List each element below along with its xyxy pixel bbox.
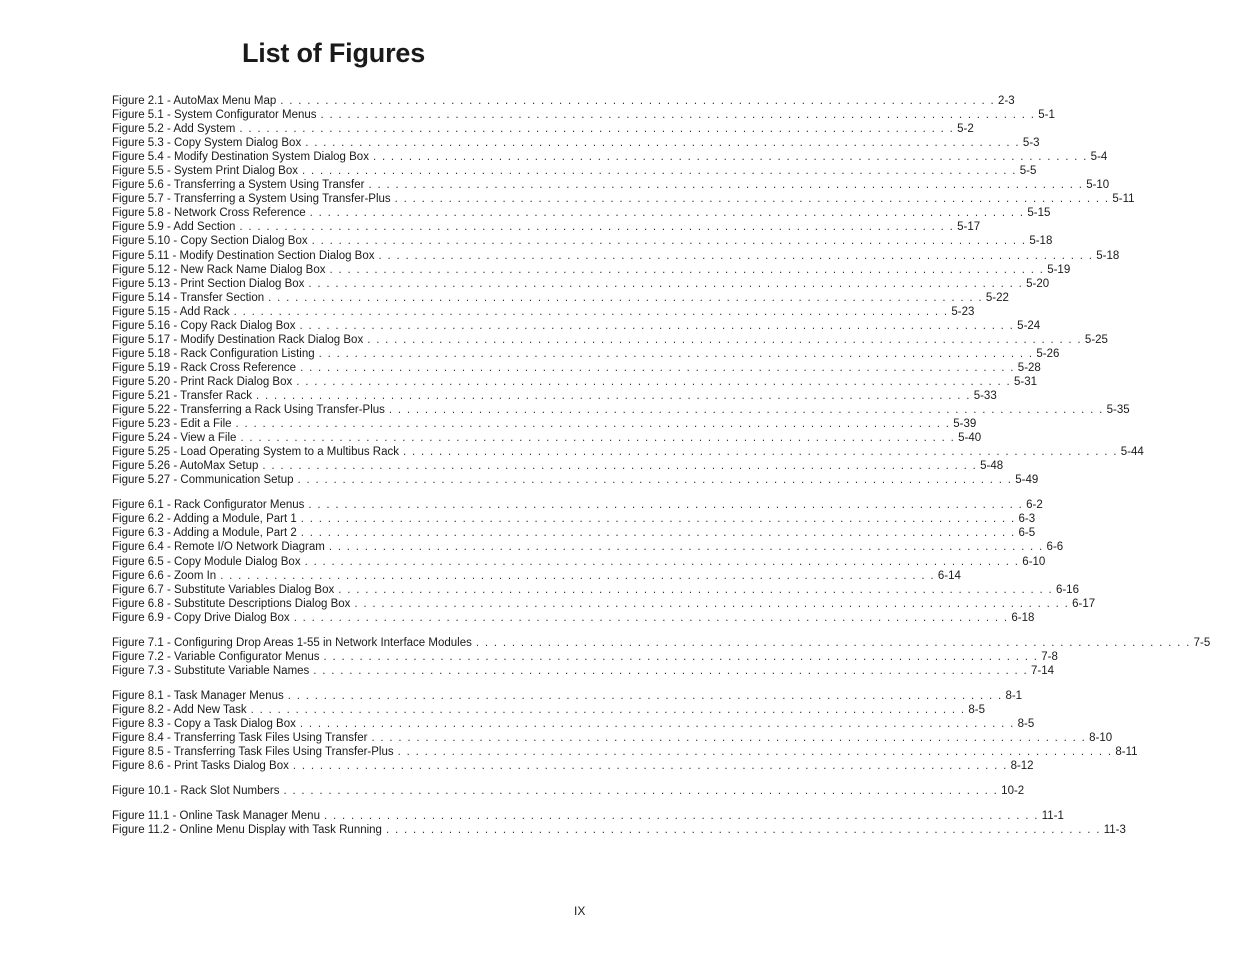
figure-label: Figure 8.3 - Copy a Task Dialog Box [112, 717, 296, 730]
figure-label: Figure 5.16 - Copy Rack Dialog Box [112, 319, 296, 332]
figure-page: 6-17 [1072, 597, 1096, 610]
figure-label: Figure 5.9 - Add Section [112, 221, 236, 234]
figure-entry [112, 277, 1050, 291]
figure-group [112, 94, 1144, 487]
figure-label: Figure 7.3 - Substitute Variable Names [112, 664, 310, 677]
figure-page: 2-3 [998, 95, 1015, 107]
dot-leader: . . . . . . . . . . . . . . . . . . . . . . . . . . . . . . . . . . . . . . . . . . . . . . . . . . . . . . . . . . . . . . . . . . . . . . . . . . . . . . . . [318, 347, 1034, 360]
dot-leader: . . . . . . . . . . . . . . . . . . . . . . . . . . . . . . . . . . . . . . . . . . . . . . . . . . . . . . . . . . . . . . . . . . . . . . . . . . . . . . . . [385, 824, 1101, 837]
figure-page: 5-18 [1096, 249, 1120, 262]
figure-entry [112, 498, 1043, 512]
figure-label: Figure 6.7 - Substitute Variables Dialog Box [112, 583, 335, 596]
figure-entry [112, 94, 1015, 108]
figure-page: 5-23 [951, 305, 975, 318]
figure-label: Figure 7.2 - Variable Configurator Menus [112, 650, 320, 663]
figure-entry [112, 540, 1064, 554]
figure-label: Figure 8.4 - Transferring Task Files Using Transfer [112, 732, 368, 745]
figure-entry [112, 583, 1079, 597]
dot-leader: . . . . . . . . . . . . . . . . . . . . . . . . . . . . . . . . . . . . . . . . . . . . . . . . . . . . . . . . . . . . . . . . . . . . . . . . . . . . . . . . [292, 760, 1008, 773]
dot-leader: . . . . . . . . . . . . . . . . . . . . . . . . . . . . . . . . . . . . . . . . . . . . . . . . . . . . . . . . . . . . . . . . . . . . . . . . . . . . . . . . [311, 235, 1027, 248]
figure-page: 5-26 [1036, 347, 1060, 360]
figure-entry [112, 555, 1046, 569]
dot-leader: . . . . . . . . . . . . . . . . . . . . . . . . . . . . . . . . . . . . . . . . . . . . . . . . . . . . . . . . . . . . . . . . . . . . . . . . . . . . . . . . [299, 319, 1015, 332]
figure-page: 7-5 [1193, 636, 1211, 649]
figure-page: 5-28 [1017, 361, 1041, 374]
figure-page: 8-11 [1115, 746, 1138, 759]
figure-label: Figure 5.15 - Add Rack [112, 305, 230, 318]
figure-entry [112, 731, 1113, 745]
dot-leader: . . . . . . . . . . . . . . . . . . . . . . . . . . . . . . . . . . . . . . . . . . . . . . . . . . . . . . . . . . . . . . . . . . . . . . . . . . . . . . . . [403, 446, 1118, 459]
dot-leader: . . . . . . . . . . . . . . . . . . . . . . . . . . . . . . . . . . . . . . . . . . . . . . . . . . . . . . . . . . . . . . . . . . . . . . . . . . . . . . . . [308, 499, 1024, 512]
figure-entry [112, 361, 1041, 375]
figure-label: Figure 5.18 - Rack Configuration Listing [112, 347, 315, 360]
dot-leader: . . . . . . . . . . . . . . . . . . . . . . . . . . . . . . . . . . . . . . . . . . . . . . . . . . . . . . . . . . . . . . . . . . . . . . . . . . . . . . . . [300, 513, 1016, 526]
figure-entry [112, 136, 1040, 150]
dot-leader: . . . . . . . . . . . . . . . . . . . . . . . . . . . . . . . . . . . . . . . . . . . . . . . . . . . . . . . . . . . . . . . . . . . . . . . . . . . . . . . . [323, 810, 1039, 823]
figure-entry [112, 650, 1058, 664]
figure-entry [112, 431, 982, 445]
figure-entry [112, 526, 1036, 540]
dot-leader: . . . . . . . . . . . . . . . . . . . . . . . . . . . . . . . . . . . . . . . . . . . . . . . . . . . . . . . . . . . . . . . . . . . . . . . . . . . . . . . . [371, 732, 1087, 745]
figure-group [112, 689, 1138, 773]
figure-page: 6-14 [937, 569, 961, 582]
figure-page: 5-20 [1026, 277, 1050, 290]
figure-page: 11-1 [1041, 810, 1064, 823]
figure-page: 5-4 [1090, 151, 1108, 164]
figure-entry [112, 122, 974, 136]
figure-entry [112, 291, 1009, 305]
figure-group [112, 498, 1096, 624]
figure-entry [112, 664, 1055, 678]
figure-page: 5-19 [1047, 263, 1071, 276]
figure-page: 5-15 [1027, 207, 1051, 220]
figure-label: Figure 2.1 - AutoMax Menu Map [112, 95, 277, 107]
figure-label: Figure 8.5 - Transferring Task Files Using Transfer-Plus [112, 746, 394, 759]
dot-leader: . . . . . . . . . . . . . . . . . . . . . . . . . . . . . . . . . . . . . . . . . . . . . . . . . . . . . . . . . . . . . . . . . . . . . . . . . . . . . . . . [378, 249, 1094, 262]
figure-label: Figure 5.19 - Rack Cross Reference [112, 361, 297, 374]
dot-leader: . . . . . . . . . . . . . . . . . . . . . . . . . . . . . . . . . . . . . . . . . . . . . . . . . . . . . . . . . . . . . . . . . . . . . . . . . . . . . . . . [297, 474, 1013, 487]
dot-leader: . . . . . . . . . . . . . . . . . . . . . . . . . . . . . . . . . . . . . . . . . . . . . . . . . . . . . . . . . . . . . . . . . . . . . . . . . . . . . . . . [329, 263, 1045, 276]
figure-page: 5-33 [973, 389, 997, 402]
dot-leader: . . . . . . . . . . . . . . . . . . . . . . . . . . . . . . . . . . . . . . . . . . . . . . . . . . . . . . . . . . . . . . . . . . . . . . . . . . . . . . . . [328, 541, 1044, 554]
dot-leader: . . . . . . . . . . . . . . . . . . . . . . . . . . . . . . . . . . . . . . . . . . . . . . . . . . . . . . . . . . . . . . . . . . . . . . . . . . . . . . . . [235, 418, 951, 431]
figure-label: Figure 8.2 - Add New Task [112, 703, 247, 716]
dot-leader: . . . . . . . . . . . . . . . . . . . . . . . . . . . . . . . . . . . . . . . . . . . . . . . . . . . . . . . . . . . . . . . . . . . . . . . . . . . . . . . . [233, 305, 949, 318]
figure-label: Figure 5.23 - Edit a File [112, 418, 232, 431]
dot-leader: . . . . . . . . . . . . . . . . . . . . . . . . . . . . . . . . . . . . . . . . . . . . . . . . . . . . . . . . . . . . . . . . . . . . . . . . . . . . . . . . [255, 389, 971, 402]
dot-leader: . . . . . . . . . . . . . . . . . . . . . . . . . . . . . . . . . . . . . . . . . . . . . . . . . . . . . . . . . . . . . . . . . . . . . . . . . . . . . . . . [368, 179, 1084, 192]
figure-label: Figure 11.2 - Online Menu Display with Task Running [112, 824, 382, 837]
figure-entry [112, 823, 1126, 837]
figure-label: Figure 6.3 - Adding a Module, Part 2 [112, 527, 297, 540]
dot-leader: . . . . . . . . . . . . . . . . . . . . . . . . . . . . . . . . . . . . . . . . . . . . . . . . . . . . . . . . . . . . . . . . . . . . . . . . . . . . . . . . [220, 569, 935, 582]
dot-leader: . . . . . . . . . . . . . . . . . . . . . . . . . . . . . . . . . . . . . . . . . . . . . . . . . . . . . . . . . . . . . . . . . . . . . . . . . . . . . . . . [293, 611, 1009, 624]
dot-leader: . . . . . . . . . . . . . . . . . . . . . . . . . . . . . . . . . . . . . . . . . . . . . . . . . . . . . . . . . . . . . . . . . . . . . . . . . . . . . . . . [262, 460, 978, 473]
figure-entry [112, 569, 961, 583]
dot-leader: . . . . . . . . . . . . . . . . . . . . . . . . . . . . . . . . . . . . . . . . . . . . . . . . . . . . . . . . . . . . . . . . . . . . . . . . . . . . . . . . [338, 583, 1053, 596]
dot-leader: . . . . . . . . . . . . . . . . . . . . . . . . . . . . . . . . . . . . . . . . . . . . . . . . . . . . . . . . . . . . . . . . . . . . . . . . . . . . . . . . [309, 207, 1025, 220]
figure-label: Figure 5.22 - Transferring a Rack Using Transfer-Plus [112, 404, 385, 417]
figure-entry [112, 319, 1041, 333]
figure-entry [112, 459, 1004, 473]
figure-page: 7-14 [1031, 664, 1055, 677]
figure-entry [112, 597, 1096, 611]
figure-label: Figure 6.9 - Copy Drive Dialog Box [112, 611, 290, 624]
figure-page: 6-3 [1018, 513, 1036, 526]
figure-label: Figure 5.7 - Transferring a System Using Transfer-Plus [112, 193, 391, 206]
figure-label: Figure 6.4 - Remote I/O Network Diagram [112, 541, 325, 554]
figure-label: Figure 5.27 - Communication Setup [112, 474, 294, 487]
figure-entry [112, 347, 1060, 361]
figure-entry [112, 445, 1144, 459]
figure-label: Figure 5.11 - Modify Destination Section Dialog Box [112, 249, 375, 262]
dot-leader: . . . . . . . . . . . . . . . . . . . . . . . . . . . . . . . . . . . . . . . . . . . . . . . . . . . . . . . . . . . . . . . . . . . . . . . . . . . . . . . . [240, 432, 956, 445]
figure-label: Figure 5.8 - Network Cross Reference [112, 207, 306, 220]
dot-leader: . . . . . . . . . . . . . . . . . . . . . . . . . . . . . . . . . . . . . . . . . . . . . . . . . . . . . . . . . . . . . . . . . . . . . . . . . . . . . . . . [302, 165, 1017, 178]
figure-entry [112, 108, 1055, 122]
figure-label: Figure 5.5 - System Print Dialog Box [112, 165, 298, 178]
figure-entry [112, 611, 1035, 625]
dot-leader: . . . . . . . . . . . . . . . . . . . . . . . . . . . . . . . . . . . . . . . . . . . . . . . . . . . . . . . . . . . . . . . . . . . . . . . . . . . . . . . . [354, 597, 1070, 610]
dot-leader: . . . . . . . . . . . . . . . . . . . . . . . . . . . . . . . . . . . . . . . . . . . . . . . . . . . . . . . . . . . . . . . . . . . . . . . . . . . . . . . . [313, 664, 1029, 677]
figure-label: Figure 5.25 - Load Operating System to a Multibus Rack [112, 446, 400, 459]
figure-label: Figure 10.1 - Rack Slot Numbers [112, 785, 280, 798]
dot-leader: . . . . . . . . . . . . . . . . . . . . . . . . . . . . . . . . . . . . . . . . . . . . . . . . . . . . . . . . . . . . . . . . . . . . . . . . . . . . . . . . [300, 361, 1015, 374]
figure-entry [112, 333, 1108, 347]
figure-entry [112, 164, 1037, 178]
figure-page: 10-2 [1001, 785, 1025, 798]
page-number: IX [574, 904, 586, 918]
figure-label: Figure 5.21 - Transfer Rack [112, 389, 252, 402]
figure-label: Figure 5.24 - View a File [112, 432, 237, 445]
dot-leader: . . . . . . . . . . . . . . . . . . . . . . . . . . . . . . . . . . . . . . . . . . . . . . . . . . . . . . . . . . . . . . . . . . . . . . . . . . . . . . . . [250, 703, 966, 716]
figure-label: Figure 5.2 - Add System [112, 123, 236, 136]
figure-page: 5-49 [1015, 474, 1039, 487]
figure-entry [112, 703, 986, 717]
figure-entry [112, 636, 1211, 650]
figure-entry [112, 234, 1053, 248]
figure-label: Figure 7.1 - Configuring Drop Areas 1-55 in Network Interface Modules [112, 636, 472, 649]
figure-label: Figure 5.26 - AutoMax Setup [112, 460, 259, 473]
figure-page: 6-5 [1018, 527, 1036, 540]
figure-group [112, 636, 1211, 678]
figure-entry [112, 809, 1064, 823]
figure-label: Figure 5.13 - Print Section Dialog Box [112, 277, 305, 290]
dot-leader: . . . . . . . . . . . . . . . . . . . . . . . . . . . . . . . . . . . . . . . . . . . . . . . . . . . . . . . . . . . . . . . . . . . . . . . . . . . . . . . . [367, 333, 1082, 346]
figure-label: Figure 5.6 - Transferring a System Using Transfer [112, 179, 365, 192]
figure-page: 5-40 [958, 432, 982, 445]
dot-leader: . . . . . . . . . . . . . . . . . . . . . . . . . . . . . . . . . . . . . . . . . . . . . . . . . . . . . . . . . . . . . . . . . . . . . . . . . . . . . . . . [268, 291, 983, 304]
figure-label: Figure 5.14 - Transfer Section [112, 291, 265, 304]
figure-page: 5-17 [957, 221, 981, 234]
dot-leader: . . . . . . . . . . . . . . . . . . . . . . . . . . . . . . . . . . . . . . . . . . . . . . . . . . . . . . . . . . . . . . . . . . . . . . . . . . . . . . . . [287, 689, 1003, 702]
figure-entry [112, 375, 1037, 389]
figure-label: Figure 5.10 - Copy Section Dialog Box [112, 235, 308, 248]
figure-page: 5-3 [1022, 137, 1040, 150]
figure-page: 5-2 [957, 123, 974, 136]
figure-page: 5-18 [1029, 235, 1053, 248]
dot-leader: . . . . . . . . . . . . . . . . . . . . . . . . . . . . . . . . . . . . . . . . . . . . . . . . . . . . . . . . . . . . . . . . . . . . . . . . . . . . . . . . [323, 650, 1039, 663]
dot-leader: . . . . . . . . . . . . . . . . . . . . . . . . . . . . . . . . . . . . . . . . . . . . . . . . . . . . . . . . . . . . . . . . . . . . . . . . . . . . . . . . [280, 95, 995, 107]
figure-page: 8-12 [1010, 760, 1034, 773]
figure-entry [112, 745, 1138, 759]
figure-label: Figure 8.6 - Print Tasks Dialog Box [112, 760, 289, 773]
figure-entry [112, 249, 1120, 263]
figure-page: 7-8 [1041, 650, 1058, 663]
figure-label: Figure 8.1 - Task Manager Menus [112, 689, 284, 702]
dot-leader: . . . . . . . . . . . . . . . . . . . . . . . . . . . . . . . . . . . . . . . . . . . . . . . . . . . . . . . . . . . . . . . . . . . . . . . . . . . . . . . . [394, 193, 1110, 206]
figure-group [112, 809, 1126, 837]
figure-page: 5-10 [1086, 179, 1110, 192]
figure-page: 5-35 [1106, 404, 1130, 417]
figure-page: 5-25 [1084, 333, 1108, 346]
dot-leader: . . . . . . . . . . . . . . . . . . . . . . . . . . . . . . . . . . . . . . . . . . . . . . . . . . . . . . . . . . . . . . . . . . . . . . . . . . . . . . . . [320, 109, 1036, 122]
figure-page: 5-5 [1019, 165, 1037, 178]
figure-entry [112, 206, 1051, 220]
figure-label: Figure 5.20 - Print Rack Dialog Box [112, 375, 293, 388]
dot-leader: . . . . . . . . . . . . . . . . . . . . . . . . . . . . . . . . . . . . . . . . . . . . . . . . . . . . . . . . . . . . . . . . . . . . . . . . . . . . . . . . [308, 277, 1024, 290]
figure-entry [112, 717, 1035, 731]
figure-entry [112, 417, 977, 431]
dot-leader: . . . . . . . . . . . . . . . . . . . . . . . . . . . . . . . . . . . . . . . . . . . . . . . . . . . . . . . . . . . . . . . . . . . . . . . . . . . . . . . . [304, 555, 1020, 568]
figure-page: 8-10 [1089, 732, 1113, 745]
figure-entry [112, 784, 1025, 798]
figure-label: Figure 6.5 - Copy Module Dialog Box [112, 555, 301, 568]
figure-label: Figure 5.3 - Copy System Dialog Box [112, 137, 302, 150]
figure-page: 6-6 [1046, 541, 1064, 554]
figure-page: 5-44 [1120, 446, 1144, 459]
figure-entry [112, 403, 1130, 417]
dot-leader: . . . . . . . . . . . . . . . . . . . . . . . . . . . . . . . . . . . . . . . . . . . . . . . . . . . . . . . . . . . . . . . . . . . . . . . . . . . . . . . . [388, 404, 1104, 417]
figure-page: 5-31 [1013, 375, 1037, 388]
figure-entry [112, 689, 1023, 703]
figure-label: Figure 6.6 - Zoom In [112, 569, 217, 582]
figure-label: Figure 6.1 - Rack Configurator Menus [112, 499, 305, 512]
figure-label: Figure 11.1 - Online Task Manager Menu [112, 810, 320, 823]
figure-page: 5-1 [1038, 109, 1055, 122]
dot-leader: . . . . . . . . . . . . . . . . . . . . . . . . . . . . . . . . . . . . . . . . . . . . . . . . . . . . . . . . . . . . . . . . . . . . . . . . . . . . . . . . [239, 123, 955, 136]
figure-entry [112, 473, 1039, 487]
figure-page: 6-2 [1026, 499, 1043, 512]
dot-leader: . . . . . . . . . . . . . . . . . . . . . . . . . . . . . . . . . . . . . . . . . . . . . . . . . . . . . . . . . . . . . . . . . . . . . . . . . . . . . . . . [475, 636, 1191, 649]
figure-label: Figure 6.2 - Adding a Module, Part 1 [112, 513, 297, 526]
figure-page: 5-22 [985, 291, 1009, 304]
figure-group [112, 784, 1025, 798]
figure-entry [112, 305, 975, 319]
figure-page: 6-18 [1011, 611, 1035, 624]
dot-leader: . . . . . . . . . . . . . . . . . . . . . . . . . . . . . . . . . . . . . . . . . . . . . . . . . . . . . . . . . . . . . . . . . . . . . . . . . . . . . . . . [397, 746, 1113, 759]
figure-page: 5-48 [980, 460, 1004, 473]
figure-page: 5-39 [953, 418, 977, 431]
dot-leader: . . . . . . . . . . . . . . . . . . . . . . . . . . . . . . . . . . . . . . . . . . . . . . . . . . . . . . . . . . . . . . . . . . . . . . . . . . . . . . . . [372, 151, 1088, 164]
page-title: List of Figures [242, 38, 426, 68]
figure-label: Figure 5.4 - Modify Destination System Dialog Box [112, 151, 369, 164]
figure-page: 5-11 [1112, 193, 1135, 206]
figure-page: 11-3 [1103, 824, 1126, 837]
figure-page: 8-5 [1017, 717, 1035, 730]
figure-entry [112, 512, 1036, 526]
figure-entry [112, 150, 1108, 164]
figure-entry [112, 263, 1071, 277]
figure-list [112, 94, 1211, 837]
figure-entry [112, 178, 1110, 192]
figure-entry [112, 759, 1034, 773]
dot-leader: . . . . . . . . . . . . . . . . . . . . . . . . . . . . . . . . . . . . . . . . . . . . . . . . . . . . . . . . . . . . . . . . . . . . . . . . . . . . . . . . [283, 785, 999, 798]
figure-entry [112, 192, 1135, 206]
dot-leader: . . . . . . . . . . . . . . . . . . . . . . . . . . . . . . . . . . . . . . . . . . . . . . . . . . . . . . . . . . . . . . . . . . . . . . . . . . . . . . . . [299, 717, 1015, 730]
figure-page: 8-1 [1005, 689, 1023, 702]
figure-entry [112, 389, 997, 403]
figure-label: Figure 5.12 - New Rack Name Dialog Box [112, 263, 326, 276]
figure-label: Figure 5.17 - Modify Destination Rack Dialog Box [112, 333, 364, 346]
dot-leader: . . . . . . . . . . . . . . . . . . . . . . . . . . . . . . . . . . . . . . . . . . . . . . . . . . . . . . . . . . . . . . . . . . . . . . . . . . . . . . . . [305, 137, 1020, 150]
figure-page: 6-10 [1022, 555, 1046, 568]
dot-leader: . . . . . . . . . . . . . . . . . . . . . . . . . . . . . . . . . . . . . . . . . . . . . . . . . . . . . . . . . . . . . . . . . . . . . . . . . . . . . . . . [239, 221, 955, 234]
figure-page: 8-5 [968, 703, 986, 716]
figure-label: Figure 5.1 - System Configurator Menus [112, 109, 317, 122]
figure-entry [112, 220, 981, 234]
figure-label: Figure 6.8 - Substitute Descriptions Dialog Box [112, 597, 351, 610]
dot-leader: . . . . . . . . . . . . . . . . . . . . . . . . . . . . . . . . . . . . . . . . . . . . . . . . . . . . . . . . . . . . . . . . . . . . . . . . . . . . . . . . [296, 375, 1011, 388]
figure-page: 5-24 [1017, 319, 1041, 332]
dot-leader: . . . . . . . . . . . . . . . . . . . . . . . . . . . . . . . . . . . . . . . . . . . . . . . . . . . . . . . . . . . . . . . . . . . . . . . . . . . . . . . . [300, 527, 1016, 540]
figure-page: 6-16 [1055, 583, 1079, 596]
